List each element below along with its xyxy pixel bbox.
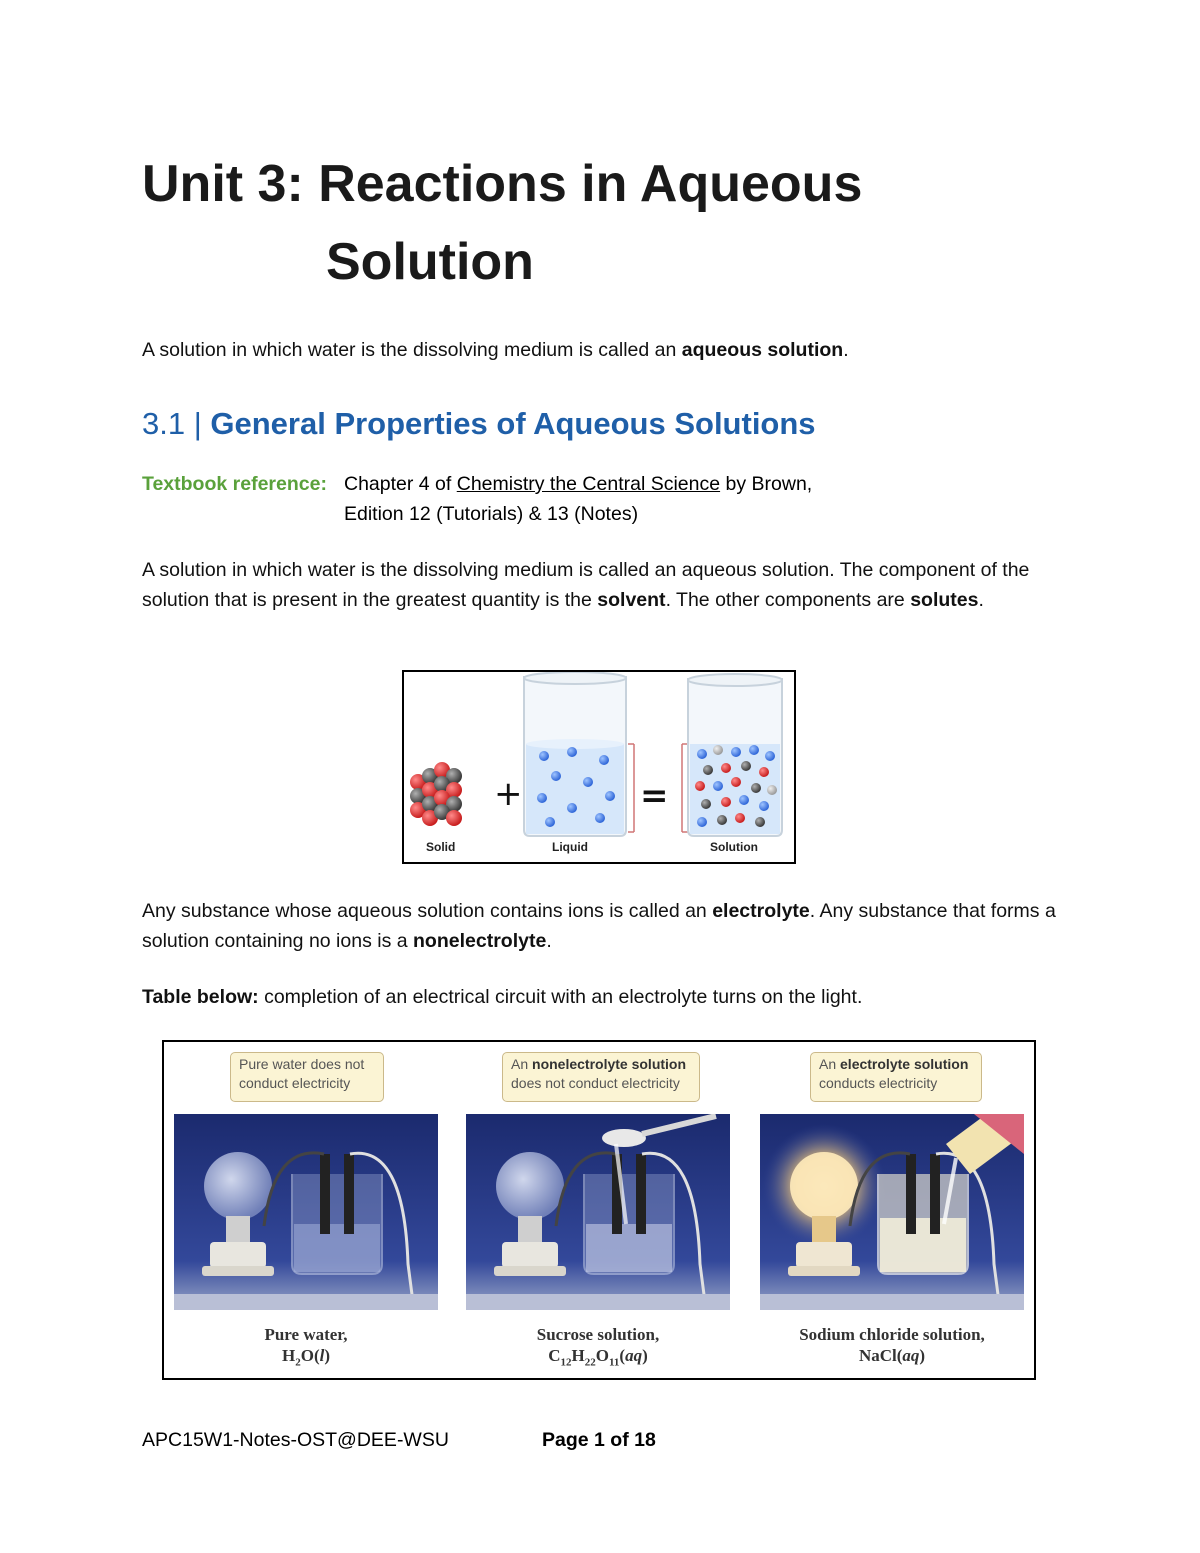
- textbook-reference-label: Textbook reference:: [142, 473, 327, 495]
- callout-pure-water: Pure water does not conduct electricity: [230, 1052, 384, 1102]
- caption-sodium-chloride-solution: Sodium chloride solution, NaCl(aq): [799, 1325, 985, 1365]
- photo-pure-water: [174, 1114, 438, 1310]
- solution-formation-figure: [402, 670, 796, 864]
- solid-label: Solid: [426, 840, 456, 854]
- textbook-reference: Chapter 4 of Chemistry the Central Science by Brown, Edition 12 (Tutorials) & 13 (Notes): [344, 473, 813, 525]
- callout-nonelectrolyte: An nonelectrolyte solution does not conduct electricity: [502, 1052, 700, 1102]
- footer-page-number: Page 1 of 18: [542, 1429, 656, 1451]
- equals-sign: =: [640, 776, 669, 816]
- title-line-1: Unit 3: Reactions in Aqueous: [142, 155, 863, 213]
- intro-paragraph: A solution in which water is the dissolving medium is called an aqueous solution.: [142, 339, 849, 361]
- footer-document-id: APC15W1-Notes-OST@DEE-WSU: [142, 1429, 449, 1451]
- conductivity-figure: [162, 1040, 1036, 1380]
- table-intro-paragraph: Table below: completion of an electrical circuit with an electrolyte turns on the light.: [142, 986, 863, 1008]
- plus-sign: +: [494, 774, 523, 814]
- caption-sucrose-solution: Sucrose solution, $C_{12}H_{22}O_{11}(aq)$: [536, 1325, 660, 1369]
- liquid-beaker: [524, 672, 634, 836]
- liquid-label: Liquid: [552, 840, 588, 854]
- section-heading: 3.1 | General Properties of Aqueous Solutions: [142, 406, 816, 441]
- solution-label: Solution: [710, 840, 758, 854]
- solution-formation-illustration: [404, 672, 794, 862]
- photo-sodium-chloride-solution: [760, 1114, 1024, 1310]
- solvent-paragraph: A solution in which water is the dissolving medium is called an aqueous solution. The component of the solution that is present in the greatest quantity is the solvent. The other components are solutes.: [142, 559, 1030, 611]
- title-line-2: Solution: [326, 233, 534, 291]
- solution-beaker: [682, 674, 782, 836]
- caption-pure-water: Pure water, $H_2O(l)$: [264, 1325, 348, 1369]
- solid-crystal: [410, 762, 462, 826]
- book-title: Chemistry the Central Science: [456, 473, 721, 495]
- callout-electrolyte: An electrolyte solution conducts electricity: [810, 1052, 982, 1102]
- photo-sucrose-solution: [466, 1114, 730, 1310]
- electrolyte-paragraph: Any substance whose aqueous solution contains ions is called an electrolyte. Any substance that forms a solution containing no ions is a nonelectrolyte.: [142, 900, 1056, 952]
